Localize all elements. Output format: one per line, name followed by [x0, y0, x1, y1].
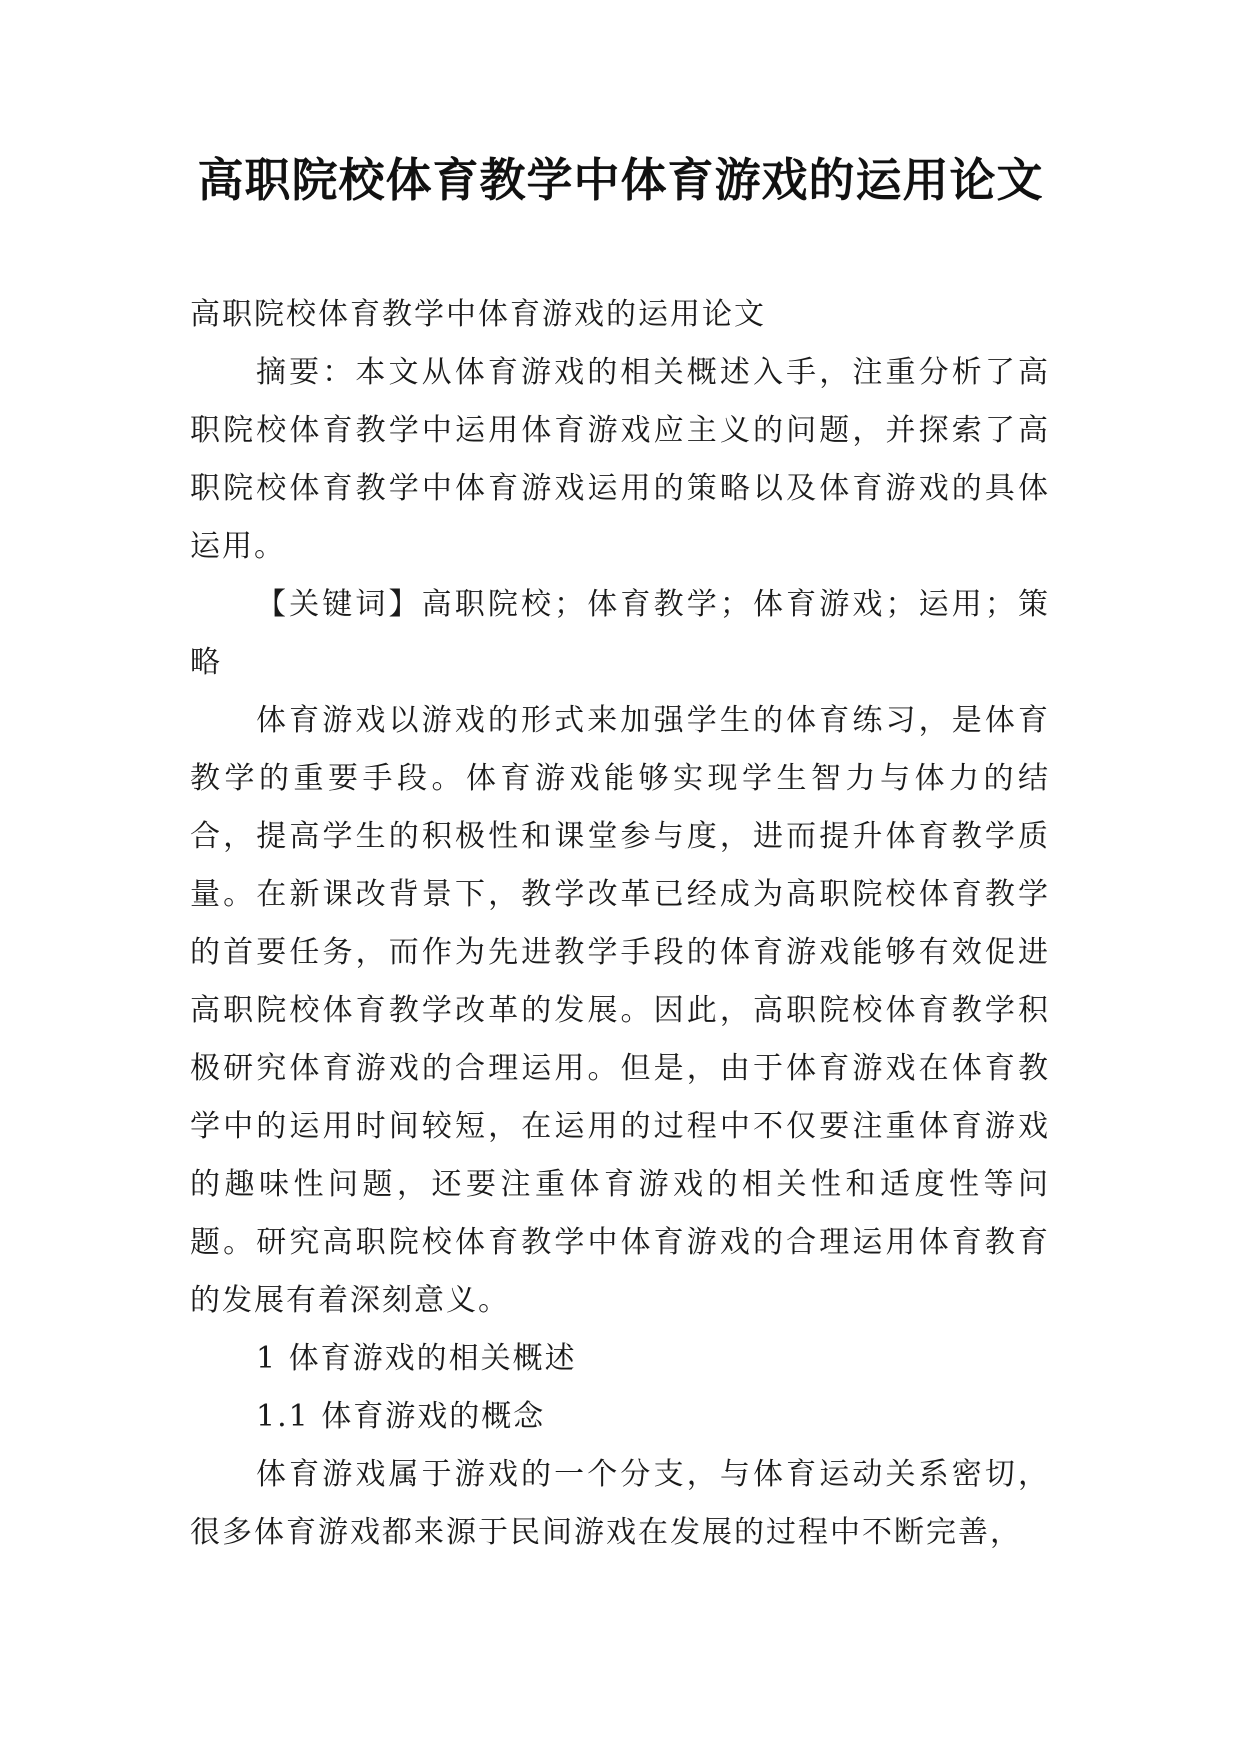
document-subtitle: 高职院校体育教学中体育游戏的运用论文 [190, 297, 766, 332]
concept-paragraph: 体育游戏属于游戏的一个分支，与体育运动关系密切，很多体育游戏都来源于民间游戏在发展的过程中不断完善， [190, 1457, 1050, 1550]
section-heading-1: 1 体育游戏的相关概述 [256, 1341, 577, 1376]
keywords-paragraph: 【关键词】高职院校；体育教学；体育游戏；运用；策略 [190, 587, 1050, 680]
abstract-paragraph: 摘要：本文从体育游戏的相关概述入手，注重分析了高职院校体育教学中运用体育游戏应主义的问题，并探索了高职院校体育教学中体育游戏运用的策略以及体育游戏的具体运用。 [190, 355, 1050, 564]
document-body [190, 286, 1050, 1562]
document-title: 高职院校体育教学中体育游戏的运用论文 [197, 153, 1044, 207]
intro-paragraph: 体育游戏以游戏的形式来加强学生的体育练习，是体育教学的重要手段。体育游戏能够实现学生智力与体力的结合，提高学生的积极性和课堂参与度，进而提升体育教学质量。在新课改背景下，教学改革已经成为高职院校体育教学的首要任务，而作为先进教学手段的体育游戏能够有效促进高职院校体育教学改革的发展。因此，高职院校体育教学积极研究体育游戏的合理运用。但是，由于体育游戏在体育教学中的运用时间较短，在运用的过程中不仅要注重体育游戏的趣味性问题，还要注重体育游戏的相关性和适度性等问题。研究高职院校体育教学中体育游戏的合理运用体育教育的发展有着深刻意义。 [190, 703, 1050, 1318]
section-heading-1-1: 1.1 体育游戏的概念 [256, 1399, 546, 1434]
